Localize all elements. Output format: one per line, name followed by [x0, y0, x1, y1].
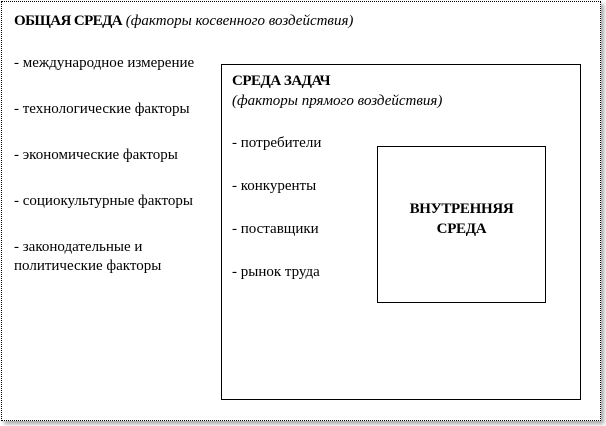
general-environment-title-bold: ОБЩАЯ СРЕДА: [14, 13, 123, 29]
internal-environment-box: [377, 146, 546, 303]
general-environment-title-italic: (факторы косвенного воздействия): [125, 13, 354, 29]
general-environment-title: [14, 12, 353, 30]
task-factor-suppliers: - поставщики: [232, 221, 319, 237]
internal-environment-label: [410, 199, 514, 239]
general-environment-box: [1, 1, 601, 421]
task-factor-competitors: - конкуренты: [232, 178, 317, 194]
task-factor-consumers: - потребители: [232, 135, 322, 151]
general-factors-list: [14, 54, 214, 303]
general-factor-legal-political: - законодательные и политические факторы: [14, 239, 162, 274]
internal-environment-line1: ВНУТРЕННЯЯ: [409, 200, 514, 217]
task-factors-list: [232, 134, 321, 306]
task-environment-subtitle: (факторы прямого воздействия): [232, 93, 443, 109]
general-factor-economic: - экономические факторы: [14, 147, 178, 163]
general-factor-sociocultural: - социокультурные факторы: [14, 193, 193, 209]
general-factor-technological: - технологические факторы: [14, 101, 190, 117]
general-factor-international: - международное измерение: [14, 55, 195, 71]
internal-environment-line2: СРЕДА: [436, 220, 487, 237]
task-environment-box: [221, 64, 581, 400]
task-environment-title: СРЕДА ЗАДАЧ: [232, 73, 331, 89]
task-factor-labor-market: - рынок труда: [232, 264, 320, 280]
